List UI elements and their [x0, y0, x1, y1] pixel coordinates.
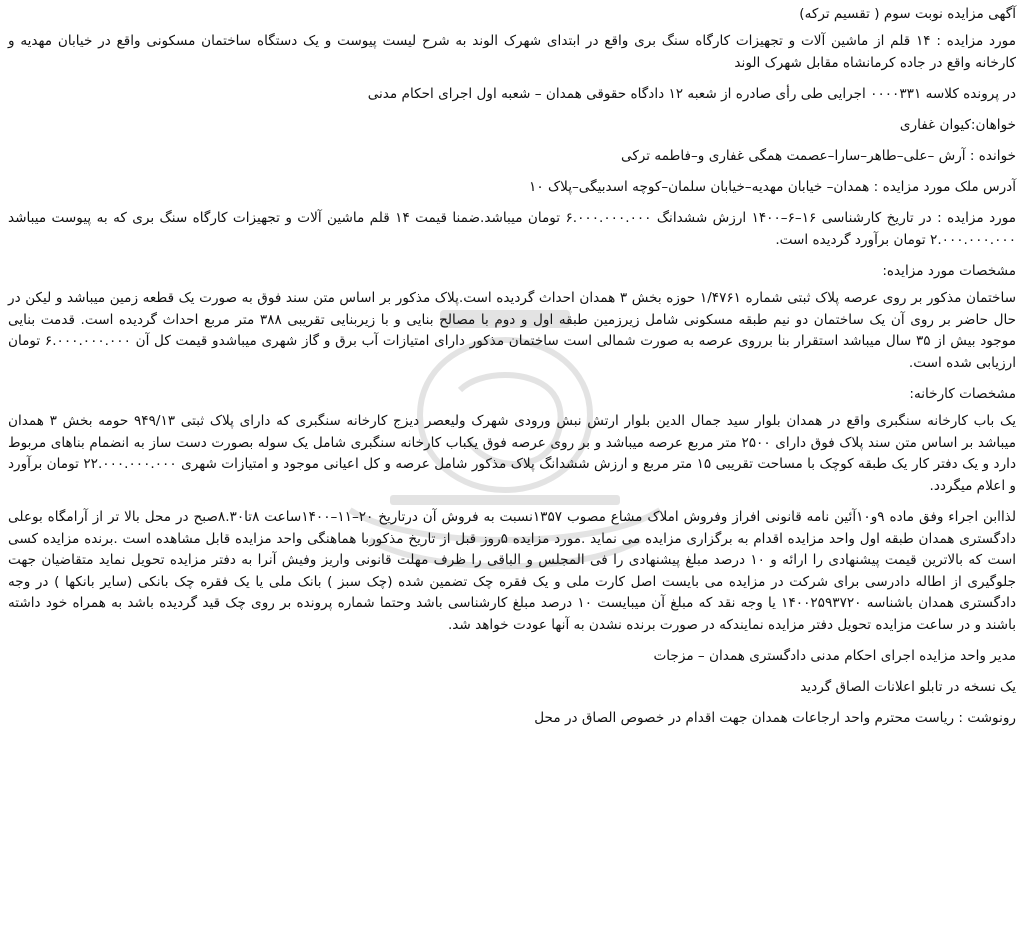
appraisal-paragraph: مورد مزایده : در تاریخ کارشناسی ۱۶–۶–۱۴۰۰ ارزش ششدانگ ۶.۰۰۰.۰۰۰.۰۰۰ تومان میباشد.ضمنا قیمت ۱۴ قلم ماشین آلات و تجهیزات کارگاه سنگ بری که به پیوست میباشد ۲.۰۰۰.۰۰۰.۰۰۰ تومان برآورد گردیده است. — [8, 210, 1017, 248]
cc-note: رونوشت : ریاست محترم واحد ارجاعات همدان جهت اقدام در خصوص الصاق در محل — [534, 710, 1016, 726]
document-title: آگهی مزایده نوبت سوم ( تقسیم ترکه) — [799, 6, 1016, 22]
signature-line: مدیر واحد مزایده اجرای احکام مدنی دادگستری همدان – مزجات — [653, 648, 1016, 664]
factory-heading: مشخصات کارخانه: — [909, 386, 1016, 402]
plaintiff: خواهان:کیوان غفاری — [899, 117, 1016, 133]
property-address: آدرس ملک مورد مزایده : همدان– خیابان مهدیه–خیابان سلمان–کوچه اسدبیگی–پلاک ۱۰ — [529, 179, 1016, 195]
property-heading: مشخصات مورد مزایده: — [882, 263, 1016, 279]
posting-note: یک نسخه در تابلو اعلانات الصاق گردید — [800, 679, 1016, 695]
auction-notice — [8, 4, 1016, 739]
auction-terms: لذاابن اجراء وفق ماده ۹و۱۰آئین نامه قانونی افراز وفروش املاک مشاع مصوب ۱۳۵۷نسبت به فروش آن درتاریخ ۲۰–۱۱–۱۴۰۰ساعت ۸تا۸.۳۰صبح در محل بالا تر از آرامگاه بوعلی دادگستری همدان طبقه اول واحد مزایده اقدام به برگزاری مزایده می نماید .مورد مزایده ۵روز قبل از تاریخ مذکوربا هماهنگی واحد مزایده قابل مشاهده است .برنده مزایده کسی است که بالاترین قیمت پیشنهادی را ارائه و ۱۰ درصد مبلغ پیشنهادی را فی المجلس و الباقی را ظرف مهلت قانونی واریز وفیش آنرا به دفتر مزایده تحویل نماید متقاضیان جهت جلوگیری از اطاله دادرسی برای شرکت در مزایده می بایست اصل کارت ملی و یک فقره چک تضمین شده (چک سبز ) بانک ملی یا یک فقره چک بانکی (سایر بانکها ) در وجه دادگستری همدان باشناسه ۱۴۰۰۲۵۹۳۷۲۰ یا وجه نقد که مبلغ آن میبایست ۱۰ درصد مبلغ کارشناسی باشد وحتما شماره پرونده بر روی چک قید گردیده باشد به همراه خود داشته باشند و در ساعت مزایده تحویل دفتر مزایده نمایندکه در صورت برنده نشدن به آنها عودت خواهد شد. — [8, 509, 1017, 633]
factory-description: یک باب کارخانه سنگبری واقع در همدان بلوار سید جمال الدین بلوار ارتش نبش ورودی شهرک ولیعصر دیزج کارخانه سنگبری که دارای پلاک ثبتی ۹۴۹/۱۳ حومه بخش ۳ همدان میباشد بر اساس متن سند پلاک فوق دارای ۲۵۰۰ متر مربع عرصه میباشد و بر روی عرصه فوق یکباب کارخانه سنگبری شامل یک سوله بصورت دست ساز به انضمام بناهای مربوط دارد و یک دفتر کار یک طبقه کوچک با مساحت تقریبی ۱۵ متر مربع و ارزش ششدانگ پلاک مذکور شامل عرصه و کل اعیانی موجود و امتیازات شهری ۲۲.۰۰۰.۰۰۰.۰۰۰ تومان برآورد و اعلام میگردد. — [8, 413, 1016, 494]
case-reference: در پرونده کلاسه ۰۰۰۰۳۳۱ اجرایی طی رأی صادره از شعبه ۱۲ دادگاه حقوقی همدان – شعبه اول اجرای احکام مدنی — [367, 86, 1016, 102]
auction-subject: مورد مزایده : ۱۴ قلم از ماشین آلات و تجهیزات کارگاه سنگ بری واقع در ابتدای شهرک الوند به شرح لیست پیوست و یک دستگاه ساختمان مسکونی واقع در خیابان مهدیه و کارخانه واقع در جاده کرمانشاه مقابل شهرک الوند — [8, 33, 1016, 71]
defendants: خوانده : آرش –علی–طاهر–سارا–عصمت همگی غفاری و–فاطمه ترکی — [621, 148, 1016, 164]
property-description: ساختمان مذکور بر روی عرصه پلاک ثبتی شماره ۱/۴۷۶۱ حوزه بخش ۳ همدان احداث گردیده است.پلاک مذکور بر اساس متن سند فوق به صورت یک قطعه زمین میباشد و لیکن در حال حاضر بر روی آن یک ساختمان دو نیم طبقه مسکونی شامل زیرزمین طبقه اول و دوم با مصالح بنایی و با زیربنایی تقریبی ۳۸۸ متر مربع احداث گردیده است. قدمت بنایی موجود بیش از ۳۵ سال میباشد استقرار بنا برروی عرصه به صورت شمالی است ساختمان مذکور دارای امتیازات آب برق و گاز شهری میباشدو قیمت کل آن ۶.۰۰۰.۰۰۰.۰۰۰ تومان ارزیابی شده است. — [8, 290, 1016, 371]
